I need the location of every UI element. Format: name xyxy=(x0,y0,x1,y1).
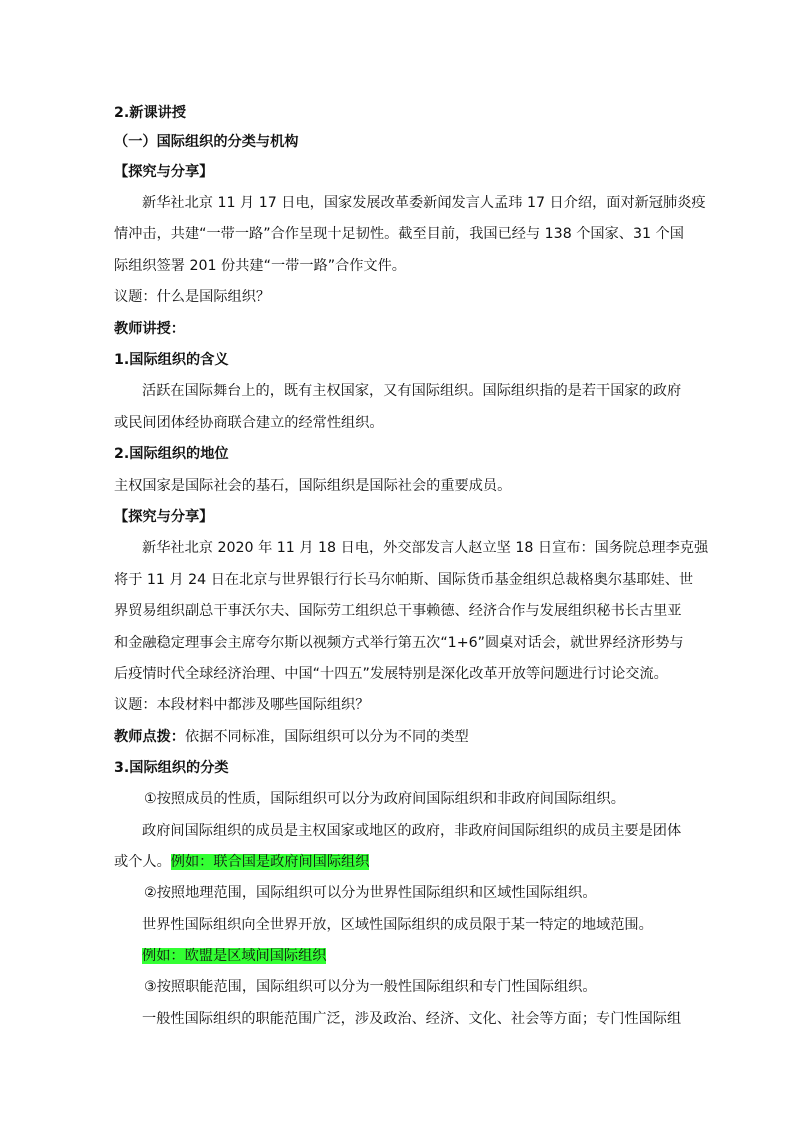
highlighted-example: 例如：联合国是政府间国际组织 xyxy=(170,854,370,870)
paragraph-line: 世界性国际组织向全世界开放，区域性国际组织的成员限于某一特定的地域范围。 xyxy=(142,917,653,933)
paragraph-line: 情冲击，共建“一带一路”合作呈现十足韧性。截至目前，我国已经与 138 个国家、31 个国 xyxy=(114,226,684,242)
teacher-point-text: 依据不同标准，国际组织可以分为不同的类型 xyxy=(184,729,469,745)
paragraph-line xyxy=(114,847,369,878)
subsection-heading: （一）国际组织的分类与机构 xyxy=(114,134,299,150)
paragraph-line: 主权国家是国际社会的基石，国际组织是国际社会的重要成员。 xyxy=(114,478,512,494)
paragraph-text: 或个人。 xyxy=(114,854,171,870)
classification-item: ③按照职能范围，国际组织可以分为一般性国际组织和专门性国际组织。 xyxy=(144,979,597,995)
paragraph-line: 和金融稳定理事会主席夸尔斯以视频方式举行第五次“1+6”圆桌对话会，就世界经济形势与 xyxy=(114,635,684,651)
teacher-point-label: 教师点拨： xyxy=(114,729,185,745)
paragraph-line: 新华社北京 11 月 17 日电，国家发展改革委新闻发言人孟玮 17 日介绍，面对新冠肺炎疫 xyxy=(142,195,706,211)
point-heading: 2.国际组织的地位 xyxy=(114,446,229,462)
point-heading: 1.国际组织的含义 xyxy=(114,352,229,368)
explore-label: 【探究与分享】 xyxy=(114,164,214,180)
section-heading: 2.新课讲授 xyxy=(114,105,187,121)
paragraph-line: 新华社北京 2020 年 11 月 18 日电，外交部发言人赵立坚 18 日宣布：国务院总理李克强 xyxy=(142,540,709,556)
point-heading: 3.国际组织的分类 xyxy=(114,760,229,776)
teacher-label: 教师讲授： xyxy=(114,321,185,337)
paragraph-line: 际组织签署 201 份共建“一带一路”合作文件。 xyxy=(114,258,406,274)
paragraph-line: 将于 11 月 24 日在北京与世界银行行长马尔帕斯、国际货币基金组织总裁格奥尔基耶娃、世 xyxy=(114,572,694,588)
question: 议题：本段材料中都涉及哪些国际组织？ xyxy=(114,697,370,713)
paragraph-line: 后疫情时代全球经济治理、中国“十四五”发展特别是深化改革开放等问题进行讨论交流。 xyxy=(114,666,668,682)
paragraph-line: 政府间国际组织的成员是主权国家或地区的政府，非政府间国际组织的成员主要是团体 xyxy=(142,823,682,839)
paragraph-line: 一般性国际组织的职能范围广泛，涉及政治、经济、文化、社会等方面；专门性国际组 xyxy=(142,1011,682,1027)
question: 议题：什么是国际组织？ xyxy=(114,289,271,305)
paragraph-line: 活跃在国际舞台上的，既有主权国家，又有国际组织。国际组织指的是若干国家的政府 xyxy=(142,383,682,399)
highlighted-example: 例如：欧盟是区域间国际组织 xyxy=(142,948,327,964)
paragraph-line: 或民间团体经协商联合建立的经常性组织。 xyxy=(114,415,384,431)
classification-item: ①按照成员的性质，国际组织可以分为政府间国际组织和非政府间国际组织。 xyxy=(144,791,625,807)
paragraph-line: 界贸易组织副总干事沃尔夫、国际劳工组织总干事赖德、经济合作与发展组织秘书长古里亚 xyxy=(114,603,682,619)
explore-label: 【探究与分享】 xyxy=(114,509,214,525)
example-line xyxy=(142,941,326,972)
teacher-point xyxy=(114,722,469,753)
classification-item: ②按照地理范围，国际组织可以分为世界性国际组织和区域性国际组织。 xyxy=(144,885,597,901)
